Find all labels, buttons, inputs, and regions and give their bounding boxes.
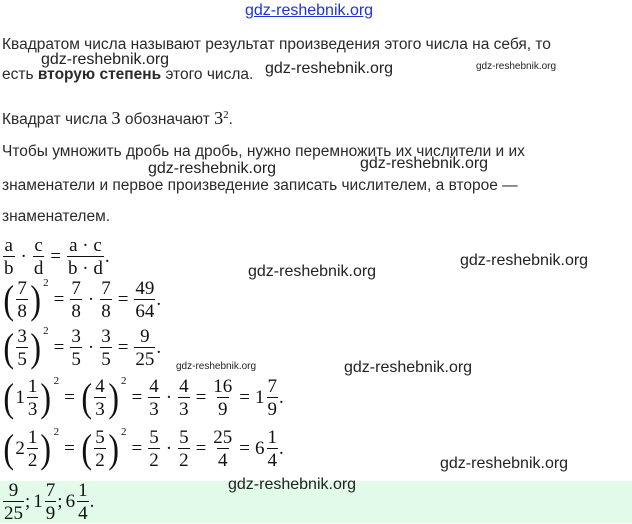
- formula-example-1: [2, 279, 161, 321]
- exponent: 2: [121, 426, 127, 438]
- paren-right: ): [30, 277, 41, 322]
- denominator: 5: [71, 349, 81, 370]
- numerator: 5: [149, 427, 159, 448]
- watermark: gdz-reshebnik.org: [440, 455, 569, 472]
- denominator: 9: [45, 503, 56, 524]
- denominator: 5: [17, 349, 27, 370]
- denominator: b: [4, 258, 14, 279]
- answer-block: [0, 476, 632, 524]
- watermark: gdz-reshebnik.org: [360, 155, 489, 172]
- fraction: [178, 428, 190, 470]
- text: Квадрат числа: [2, 111, 112, 129]
- fraction: [67, 236, 104, 278]
- fraction: [27, 428, 39, 470]
- exponent: 2: [53, 375, 60, 387]
- whole-part: 1: [33, 491, 43, 512]
- exponent: 2: [121, 375, 127, 387]
- rule-line-1: Чтобы умножить дробь на дробь, нужно перемножить их числители и их: [2, 143, 525, 160]
- denominator: 4: [267, 450, 278, 471]
- text: этого числа.: [161, 66, 254, 83]
- paren-left: (: [3, 426, 14, 471]
- math-number: 3: [111, 108, 121, 129]
- operator: =: [239, 438, 251, 459]
- watermark: gdz-reshebnik.org: [265, 60, 394, 77]
- operator: ·: [87, 337, 95, 358]
- fraction: [70, 279, 82, 321]
- operator: =: [131, 387, 143, 408]
- numerator: 49: [135, 278, 155, 299]
- fraction: [267, 428, 279, 470]
- paren-left: (: [81, 426, 92, 471]
- whole-part: 1: [255, 387, 265, 408]
- fraction: [148, 377, 160, 419]
- numerator: 7: [45, 480, 56, 501]
- numerator: 9: [8, 480, 19, 501]
- operator: =: [50, 246, 62, 267]
- numerator: 7: [101, 278, 111, 299]
- denominator: 25: [4, 503, 23, 524]
- denominator: 2: [179, 450, 189, 471]
- answer-formula: [2, 481, 94, 523]
- paren-right: ): [40, 375, 52, 420]
- paren-left: (: [81, 375, 92, 420]
- operator: ·: [20, 246, 27, 267]
- exponent: 2: [43, 325, 49, 337]
- denominator: 8: [17, 301, 27, 322]
- denominator: 9: [267, 399, 278, 420]
- numerator: 7: [267, 376, 278, 397]
- watermark: gdz-reshebnik.org: [344, 359, 473, 376]
- operator: ·: [87, 289, 95, 310]
- numerator: 5: [179, 427, 189, 448]
- fraction: [94, 428, 106, 470]
- definition-line-1: Квадратом числа называют результат произведения этого числа на себя, то: [2, 36, 551, 53]
- fraction: [267, 377, 279, 419]
- numerator: 1: [78, 480, 88, 501]
- fraction: [100, 327, 112, 369]
- denominator: b · d: [68, 258, 103, 279]
- paren-left: (: [3, 325, 14, 370]
- whole-part: 2: [15, 438, 25, 459]
- paren-left: (: [3, 375, 14, 420]
- watermark: gdz-reshebnik.org: [148, 160, 277, 177]
- numerator: 9: [140, 326, 150, 347]
- operator: =: [53, 337, 65, 358]
- whole-part: 6: [65, 491, 76, 512]
- numerator: 1: [267, 427, 278, 448]
- exponent: 2: [53, 426, 60, 438]
- numerator: 3: [17, 326, 27, 347]
- numerator: 3: [71, 326, 81, 347]
- fraction: [212, 428, 233, 470]
- period: .: [279, 387, 284, 408]
- operator: =: [53, 289, 65, 310]
- watermark: gdz-reshebnik.org: [248, 263, 377, 280]
- period: .: [156, 289, 162, 310]
- denominator: 4: [78, 503, 88, 524]
- period: .: [104, 246, 110, 267]
- watermark: gdz-reshebnik.org: [41, 51, 170, 68]
- denominator: 2: [27, 450, 38, 471]
- rule-line-2: знаменатели и первое произведение записать числителем, а второе —: [2, 177, 518, 194]
- numerator: 25: [213, 427, 233, 448]
- paren-left: (: [3, 277, 14, 322]
- fraction: [3, 481, 24, 523]
- operator: =: [64, 387, 75, 408]
- operator: ·: [165, 438, 173, 459]
- fraction: [27, 377, 39, 419]
- period: .: [279, 438, 284, 459]
- denominator: 2: [95, 450, 105, 471]
- fraction: [70, 327, 82, 369]
- period: .: [89, 491, 95, 512]
- fraction: [178, 377, 190, 419]
- fraction: [148, 428, 160, 470]
- denominator: 3: [179, 399, 189, 420]
- whole-part: 6: [255, 438, 265, 459]
- numerator: 7: [17, 278, 27, 299]
- operator: =: [117, 289, 129, 310]
- denominator: 9: [218, 399, 228, 420]
- denominator: 5: [101, 349, 111, 370]
- operator: =: [195, 387, 207, 408]
- watermark-top-link[interactable]: gdz-reshebnik.org: [245, 2, 374, 19]
- operator: =: [64, 438, 75, 459]
- numerator: 5: [95, 427, 105, 448]
- whole-part: 1: [15, 387, 25, 408]
- operator: =: [131, 438, 143, 459]
- watermark: gdz-reshebnik.org: [460, 252, 589, 269]
- fraction: [33, 236, 45, 278]
- fraction: [16, 327, 28, 369]
- operator: =: [239, 387, 251, 408]
- numerator: 1: [27, 427, 38, 448]
- rule-line-3: знаменателем.: [2, 208, 111, 225]
- operator: =: [117, 337, 129, 358]
- watermark: gdz-reshebnik.org: [228, 476, 357, 493]
- denominator: 3: [27, 399, 38, 420]
- text: .: [228, 111, 233, 129]
- numerator: 1: [27, 376, 38, 397]
- fraction: [16, 279, 28, 321]
- math-base: 3: [214, 108, 224, 129]
- fraction: [100, 279, 112, 321]
- numerator: a · c: [69, 235, 102, 256]
- denominator: 25: [135, 349, 155, 370]
- text: обозначают: [120, 111, 215, 129]
- bold-term: вторую степень: [37, 66, 162, 83]
- paren-right: ): [108, 375, 119, 420]
- operator: ·: [165, 387, 173, 408]
- denominator: 8: [71, 301, 81, 322]
- fraction: [77, 481, 89, 523]
- period: .: [156, 337, 162, 358]
- numerator: a: [4, 235, 13, 256]
- fraction: [134, 279, 155, 321]
- denominator: 2: [149, 450, 159, 471]
- formula-example-2: [2, 327, 161, 369]
- formula-example-3: [2, 377, 284, 419]
- paren-right: ): [40, 426, 52, 471]
- exponent: 2: [43, 277, 49, 289]
- numerator: 7: [71, 278, 81, 299]
- numerator: 4: [179, 376, 189, 397]
- square-notation-line: [2, 104, 233, 131]
- fraction: [3, 236, 15, 278]
- numerator: 4: [149, 376, 159, 397]
- numerator: c: [34, 235, 43, 256]
- fraction: [45, 481, 57, 523]
- fraction: [94, 377, 106, 419]
- math-exponent: 2: [223, 109, 229, 121]
- numerator: 16: [213, 376, 233, 397]
- fraction: [212, 377, 233, 419]
- operator: =: [195, 438, 207, 459]
- denominator: 3: [149, 399, 159, 420]
- watermark: gdz-reshebnik.org: [476, 61, 557, 72]
- denominator: 64: [135, 301, 155, 322]
- separator: ;: [25, 491, 31, 512]
- paren-right: ): [30, 325, 41, 370]
- text: есть: [2, 66, 38, 83]
- fraction: [134, 327, 155, 369]
- separator: ;: [57, 491, 63, 512]
- denominator: 8: [101, 301, 111, 322]
- formula-multiply-rule: [2, 236, 110, 278]
- numerator: 4: [95, 376, 105, 397]
- formula-example-4: [2, 428, 284, 470]
- paren-right: ): [108, 426, 119, 471]
- watermark: gdz-reshebnik.org: [176, 361, 257, 372]
- numerator: 3: [101, 326, 111, 347]
- denominator: d: [33, 258, 44, 279]
- definition-line-2: [2, 64, 253, 86]
- denominator: 3: [95, 399, 105, 420]
- denominator: 4: [218, 450, 228, 471]
